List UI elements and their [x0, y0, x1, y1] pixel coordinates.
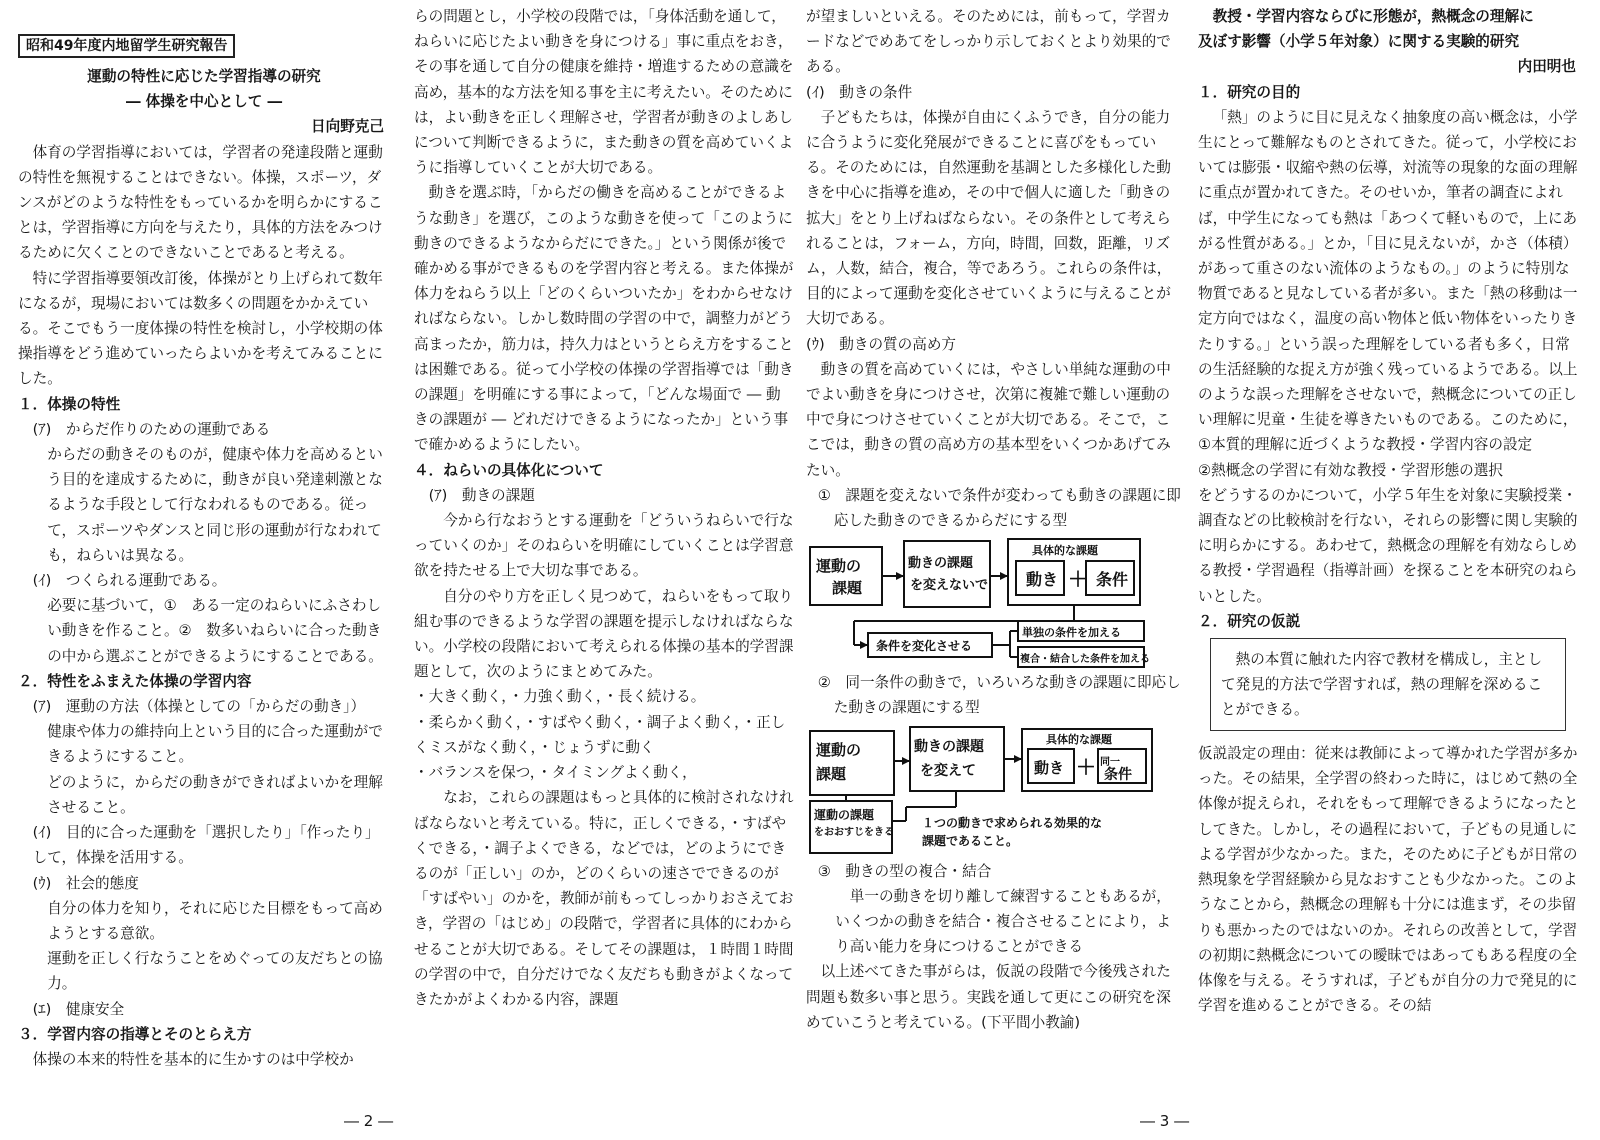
- section-heading: １．研究の目的: [1198, 83, 1301, 101]
- section-heading: ２．研究の仮説: [1198, 612, 1301, 630]
- paper2-title-line2: 及ぼす影響（小学５年対象）に関する実験的研究: [1198, 33, 1520, 51]
- paragraph: ① 課題を変えないで条件が変わっても動きの課題に即応した動きのできるからだにする型: [817, 486, 1181, 530]
- svg-text:動き: 動き: [1034, 758, 1065, 777]
- list-item: ・バランスを保つ，・タイミングよく動く，: [414, 764, 697, 782]
- column-4: [1198, 4, 1582, 1018]
- svg-text:＋: ＋: [1068, 567, 1088, 592]
- svg-text:＋: ＋: [1076, 754, 1096, 779]
- list-item: ①本質的理解に近づくような教授・学習内容の設定: [1198, 436, 1533, 454]
- page-number-right: ― 3 ―: [1140, 1112, 1190, 1130]
- paragraph: 体育の学習指導においては，学習者の発達段階と運動の特性を無視することはできない。体操，スポーツ，ダンスがどのような特性をもっているかを明らかにすることは，学習指導に方向を与えたり，具体的方法をみつけるために欠くことのできないことであると考える。: [18, 143, 383, 262]
- paper1-author: 日向野克己: [311, 118, 384, 136]
- list-item: ②熱概念の学習に有効な教授・学習形態の選択: [1198, 461, 1503, 479]
- paragraph: 特に学習指導要領改訂後，体操がとり上げられて数年になるが，現場においては数多くの問題をかかえている。そこでもう一度体操の特性を検討し，小学校期の体操指導をどう進めていったらよいかを考えてみることにした。: [18, 269, 383, 388]
- sub-heading: (ｲ) 動きの条件: [806, 83, 913, 101]
- paragraph: らの問題とし，小学校の段階では，「身体活動を通して，ねらいに応じたよい動きを身につける」事に重点をおき，その事を通して自分の健康を維持・増進するための意識を高め，基本的な方法を知る事を主に考えたい。そのためには，よい動きを正しく理解させ，学習者が動きのよしあしについて判断できるように，また動きの質を高めていくように指導していくことが大切である。: [414, 8, 794, 177]
- paragraph: 動きの質を高めていくには，やさしい単純な運動の中でよい動きを身につけさせ，次第に複雑で難しい運動の中で身につけさせていくことが大切である。そこで，ここでは，動きの質の高め方の基本型をいくつかあげてみたい。: [806, 360, 1171, 479]
- paper2-title-line1: 教授・学習内容ならびに形態が，熱概念の理解に: [1212, 8, 1534, 25]
- svg-text:動きの課題: 動きの課題: [908, 556, 974, 572]
- paragraph: 「熱」のように目に見えなく抽象度の高い概念は，小学生にとって難解なものとされてきた。従って，小学校においては膨張・収縮や熱の伝導，対流等の現象的な面の理解に重点が置かれてきた。そのせいか，筆者の調査によれば，中学生になっても熱は「あつくて軽いもので，上にあがる性質がある。」とか，「目に見えないが，かさ（体積）があって重さのない流体のようなもの。」のように特別な物質であると見なしている者が多い。また「熱の移動は一定方向ではなく，温度の高い物体と低い物体をいったりきたりする。」という誤った理解をしている者も多く，日常の生活経験的な捉え方が強く残っているようである。以上のような誤った理解をさせないで，熱概念についての正しい理解に児童・生徒を導きたいものである。このために，: [1198, 108, 1578, 429]
- svg-text:単独の条件を加える: 単独の条件を加える: [1022, 626, 1121, 640]
- svg-text:動きの課題: 動きの課題: [914, 738, 984, 755]
- section-heading: ４．ねらいの具体化について: [414, 461, 604, 479]
- svg-text:条件: 条件: [1104, 766, 1132, 783]
- sub-heading: (ｲ) 目的に合った運動を「選択したり」「作ったり」して，体操を活用する。: [32, 824, 380, 867]
- svg-text:をおおすじをきる: をおおすじをきる: [814, 826, 894, 838]
- paragraph: 仮説設定の理由：従来は教師によって導かれた学習が多かった。その結果，全学習の終わった時に，はじめて熱の全体像が捉えられ，それをもって理解できるようになったとしてきた。しかし，その過程において，子どもの見通しによる学習が少なかった。また，そのために子どもが日常の熱現象を学習経験から見なおすことも少なかった。このようなことから，熱概念の理解も十分には進まず，その歩留りも悪かったのではないのか。それらの改善として，学習の初期に熱概念についての曖昧ではあってもある程度の全体像を与える。そうすれば，子どもが自分の力で発見的に学習を進めることができる。その結: [1198, 745, 1579, 1015]
- diagram1-task-label: 運動の: [816, 557, 862, 576]
- diagram1-change-box: [904, 541, 990, 607]
- svg-text:を変えないで: を変えないで: [910, 578, 989, 594]
- diagram2-change-box: [910, 727, 1004, 791]
- paper1-subtitle: ― 体操を中心として ―: [125, 93, 283, 111]
- paragraph: からだの動きそのものが，健康や体力を高めるという目的を達成するために，動きが良い発達刺激となるような手段として行なわれるものである。従って，スポーツやダンスと同じ形の運動が行なわれても，ねらいは異なる。: [47, 446, 383, 564]
- sub-heading: (ｱ) 動きの課題: [428, 486, 535, 504]
- list-item: ・柔らかく動く，・すばやく動く，・調子よく動く，・正しくミスがなく動く，・じょうずに動く: [414, 713, 786, 756]
- paragraph: 自分のやり方を正しく見つめて，ねらいをもって取り組む事のできるような学習の課題を提示しなければならない。小学校の段階において考えられる体操の基本的学習課題として，次のようにまとめてみた。: [414, 587, 794, 681]
- sub-heading: ③ 動きの型の複合・結合: [817, 862, 992, 880]
- paragraph: 子どもたちは，体操が自由にくふうでき，自分の能力に合うように変化発展ができることに喜びをもっている。そのためには，自然運動を基調とした多様化した動きを中心に指導を進め，その中で個人に適した「動きの拡大」をとり上げねばならない。その条件として考えられることは，フォーム，方向，時間，回数，距離，リズム，人数，結合，複合，等であろう。これらの条件は，目的によって運動を変化させていくように与えることが大切である。: [806, 108, 1172, 328]
- svg-text:課題: 課題: [832, 579, 863, 598]
- paragraph: 単一の動きを切り離して練習することもあるが，いくつかの動きを結合・複合させることにより，より高い能力を身につけることができる: [835, 887, 1171, 956]
- svg-text:運動の: 運動の: [816, 740, 862, 759]
- diagram-type1: [806, 533, 1184, 668]
- paragraph: ② 同一条件の動きで，いろいろな動きの課題に即応した動きの課題にする型: [817, 674, 1181, 717]
- column-1: [18, 4, 390, 1072]
- svg-text:を変えて: を変えて: [920, 762, 976, 779]
- paragraph: 今から行なおうとする運動を「どういうねらいで行なっていくのか」そのねらいを明確にしていくことは学習意欲を持たせる上で大切な事である。: [414, 512, 794, 580]
- svg-text:課題: 課題: [816, 764, 847, 783]
- sub-heading: (ｱ) からだ作りのための運動である: [32, 420, 271, 438]
- paragraph: が望ましいといえる。そのためには，前もって，学習カードなどでめあてをしっかり示しておくとより効果的である。: [806, 8, 1171, 76]
- sub-heading: (ｴ) 健康安全: [32, 1000, 125, 1018]
- column-2: [414, 4, 794, 1012]
- section-heading: １．体操の特性: [18, 395, 121, 413]
- paragraph: 以上述べてきた事がらは，仮説の段階で今後残された問題も数多い事と思う。実践を通して更にこの研究を深めていこうと考えている。(下平間小教諭): [806, 963, 1171, 1031]
- svg-text:課題であること。: 課題であること。: [922, 833, 1019, 848]
- svg-text:複合・結合した条件を加える: 複合・結合した条件を加える: [1020, 654, 1150, 666]
- svg-text:１つの動きで求められる効果的な: １つの動きで求められる効果的な: [922, 815, 1103, 830]
- paragraph: 動きを選ぶ時，「からだの働きを高めることができるような動き」を選び，このような動きを使って「このように動きのできるようなからだにできた。」という関係が後で確かめる事ができるものを学習内容と考える。また体操が体力をねらう以上「どのくらいついたか」をわからせなければならない。しかし数時間の学習の中で，調整力がどう高まったか，筋力は，持久力はというとらえ方をすることは困難である。従って小学校の体操の学習指導では「動きの課題」を明確にする事によって，「どんな場面で ― 動きの課題が ― どれだけできるようになったか」という事で確かめるようにしたい。: [414, 184, 794, 454]
- sub-heading: (ｳ) 社会的態度: [32, 874, 139, 892]
- paper1-title: 運動の特性に応じた学習指導の研究: [87, 68, 321, 85]
- sub-heading: (ｱ) 運動の方法（体操としての「からだの動き」）: [32, 698, 366, 716]
- list-item: ・大きく動く，・力強く動く，・長く続ける。: [414, 688, 706, 706]
- page-number-left: ― 2 ―: [344, 1112, 394, 1130]
- sub-heading: (ｳ) 動きの質の高め方: [806, 335, 957, 353]
- paragraph: 健康や体力の維持向上という目的に合った運動ができるようにすること。: [47, 723, 383, 766]
- section-heading: ３．学習内容の指導とそのとらえ方: [18, 1025, 252, 1043]
- paragraph: 自分の体力を知り，それに応じた目標をもって高めようとする意欲。: [47, 899, 383, 942]
- paragraph: 必要に基づいて，① ある一定のねらいにふさわしい動きを作ること。② 数多いねらいに合った動きの中から選ぶことができるようにすることである。: [47, 597, 383, 665]
- svg-text:条件を変化させる: 条件を変化させる: [876, 639, 973, 654]
- section-heading: ２．特性をふまえた体操の学習内容: [18, 672, 252, 690]
- svg-text:同一: 同一: [1100, 756, 1120, 768]
- diagram-type2: [806, 721, 1184, 859]
- report-series-tag: 昭和49年度内地留学生研究報告: [18, 34, 235, 58]
- svg-text:運動の課題: 運動の課題: [814, 807, 875, 822]
- hypothesis-box: [1210, 638, 1566, 731]
- paragraph: なお，これらの課題はもっと具体的に検討されなければならないと考えている。特に，正しくできる，・すばやくできる，・調子よくできる，などでは，どのようにできるのが「正しい」のか，どのくらいの速さでできるのが「すばやい」のかを，教師が前もってしっかりおさえておき，学習の「はじめ」の段階で，学習者に具体的にわからせることが大切である。そしてその課題は，１時間１時間の学習の中で，自分だけでなく友だちも動きがよくなってきたかがよくわかる内容，課題: [414, 789, 794, 1008]
- paragraph: 運動を正しく行なうことをめぐっての友だちとの協力。: [47, 950, 383, 993]
- paragraph: をどうするのかについて，小学５年生を対象に実験授業・調査などの比較検討を行ない，それらの影響に関し実験的に明らかにする。あわせて，熱概念の理解を有効ならしめる教授・学習過程（指導計画）を探ることを本研究のねらいとした。: [1198, 486, 1578, 605]
- hypothesis-text: 熱の本質に触れた内容で教材を構成し，主として発見的方法で学習すれば，熱の理解を深めることができる。: [1221, 651, 1543, 719]
- svg-text:条件: 条件: [1096, 570, 1129, 590]
- paragraph: どのように，からだの動きができればよいかを理解させること。: [47, 773, 383, 816]
- svg-text:動き: 動き: [1026, 570, 1059, 590]
- paragraph: 体操の本来的特性を基本的に生かすのは中学校か: [32, 1050, 354, 1068]
- sub-heading: (ｲ) つくられる運動である。: [32, 572, 227, 590]
- svg-text:具体的な課題: 具体的な課題: [1046, 732, 1112, 746]
- paper2-author: 内田明也: [1517, 58, 1576, 76]
- column-3: [806, 4, 1184, 1035]
- diagram1-concrete-label: 具体的な課題: [1032, 544, 1098, 558]
